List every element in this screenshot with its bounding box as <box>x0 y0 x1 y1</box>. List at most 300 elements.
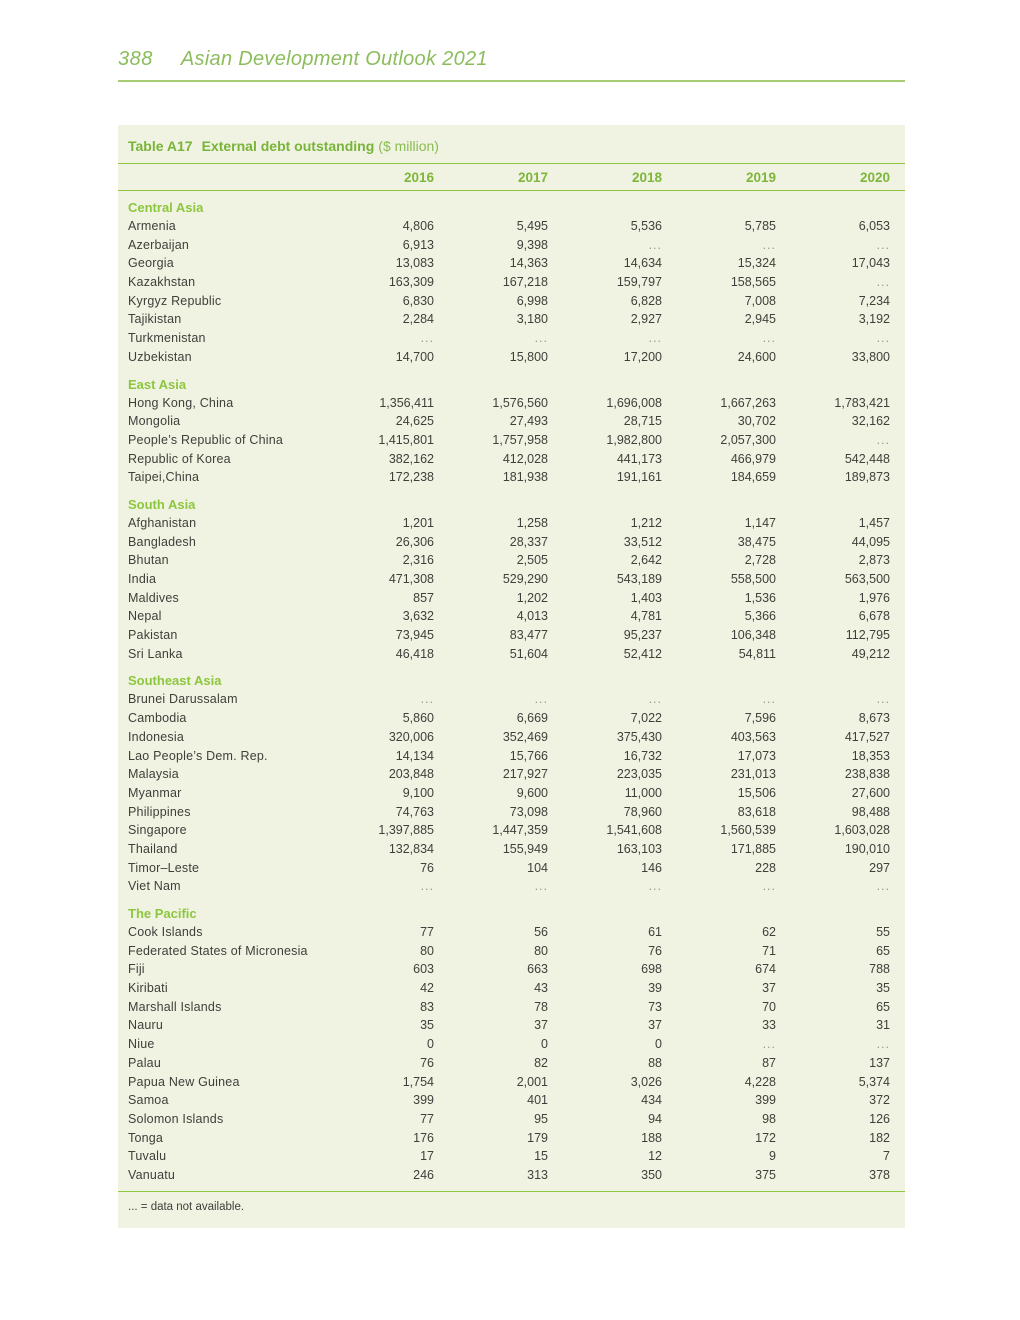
value-cell: 0 <box>427 1037 434 1052</box>
value-cell: 83 <box>420 999 434 1014</box>
country-name: Niue <box>128 1037 155 1052</box>
country-name: Taipei,China <box>128 470 200 485</box>
value-cell: 1,560,539 <box>720 823 776 838</box>
value-cell: 9,600 <box>516 785 548 800</box>
value-cell: 563,500 <box>844 572 890 586</box>
value-cell: 172 <box>755 1130 776 1145</box>
value-cell: 42 <box>420 981 434 996</box>
value-cell: 466,979 <box>730 451 776 466</box>
value-cell: 37 <box>762 981 776 996</box>
value-cell: 352,469 <box>502 729 548 744</box>
value-cell: 167,218 <box>502 275 548 290</box>
value-cell: 80 <box>420 943 434 958</box>
country-name: Indonesia <box>128 729 185 744</box>
value-cell: 6,828 <box>630 293 662 308</box>
value-cell: 1,403 <box>630 590 662 605</box>
value-cell: 788 <box>869 962 890 977</box>
value-cell: 1,536 <box>744 590 776 605</box>
section-header: East Asia <box>128 376 187 392</box>
value-cell: 39 <box>648 981 662 996</box>
value-cell: ... <box>762 1037 776 1052</box>
value-cell: 35 <box>876 981 890 996</box>
value-cell: 35 <box>420 1018 434 1033</box>
value-cell: 1,576,560 <box>492 395 548 410</box>
value-cell: ... <box>762 692 776 707</box>
value-cell: 313 <box>527 1167 548 1182</box>
value-cell: 529,290 <box>502 572 548 586</box>
country-name: Singapore <box>128 823 187 838</box>
value-cell: 663 <box>527 962 548 977</box>
table-row <box>118 1147 905 1166</box>
value-cell: 190,010 <box>844 841 890 856</box>
value-cell: 189,873 <box>844 470 890 485</box>
value-cell: 3,192 <box>858 312 890 327</box>
value-cell: ... <box>534 331 548 346</box>
value-cell: 403,563 <box>730 729 776 744</box>
table-row <box>118 877 905 896</box>
value-cell: 17,073 <box>737 748 776 763</box>
country-name: Bhutan <box>128 553 169 568</box>
value-cell: 2,728 <box>744 553 776 568</box>
table-row <box>118 979 905 998</box>
value-cell: 6,053 <box>858 219 890 233</box>
value-cell: 4,013 <box>516 609 548 624</box>
value-cell: 1,696,008 <box>606 395 662 410</box>
value-cell: 5,860 <box>402 711 434 726</box>
table-row <box>118 570 905 589</box>
table-card <box>118 125 905 1228</box>
table-row <box>118 1129 905 1148</box>
value-cell: 73,098 <box>509 804 548 819</box>
value-cell: 231,013 <box>730 767 776 782</box>
value-cell: 73,945 <box>395 628 434 643</box>
country-name: Tajikistan <box>128 312 182 327</box>
value-cell: 33,512 <box>623 534 662 549</box>
value-cell: 7,022 <box>630 711 662 726</box>
value-cell: 17,043 <box>851 256 890 271</box>
value-cell: 146 <box>641 860 662 875</box>
value-cell: 1,541,608 <box>606 823 662 838</box>
value-cell: 95 <box>534 1111 548 1126</box>
value-cell: ... <box>876 331 890 346</box>
value-cell: 1,415,801 <box>378 432 434 447</box>
value-cell: 26,306 <box>395 534 434 549</box>
publication-title: Asian Development Outlook 2021 <box>180 48 488 70</box>
table-row <box>118 468 905 487</box>
value-cell: 2,642 <box>630 553 662 568</box>
table-row <box>118 236 905 255</box>
year-column-header: 2016 <box>403 169 434 185</box>
table-row <box>118 840 905 859</box>
table-row <box>118 709 905 728</box>
value-cell: 1,356,411 <box>379 395 434 410</box>
value-cell: 77 <box>420 1111 434 1126</box>
value-cell: ... <box>648 879 662 894</box>
table-row <box>118 942 905 961</box>
value-cell: 77 <box>420 925 434 939</box>
value-cell: 434 <box>641 1093 662 1108</box>
value-cell: 603 <box>413 962 434 977</box>
value-cell: 372 <box>869 1093 890 1108</box>
table-row <box>118 217 905 236</box>
table-row <box>118 690 905 709</box>
value-cell: 382,162 <box>388 451 434 466</box>
country-name: Turkmenistan <box>128 331 206 346</box>
table-title-text: External debt outstanding <box>201 138 375 154</box>
table-label: Table A17 <box>128 138 193 154</box>
table-row <box>118 859 905 878</box>
value-cell: 181,938 <box>502 470 548 485</box>
value-cell: 8,673 <box>858 711 890 726</box>
value-cell: 9 <box>769 1149 776 1164</box>
country-name: Lao People’s Dem. Rep. <box>128 748 268 763</box>
value-cell: 15,324 <box>737 256 776 271</box>
year-column-header: 2018 <box>631 169 662 185</box>
country-name: Afghanistan <box>128 515 197 530</box>
value-cell: 27,493 <box>509 414 548 429</box>
value-cell: 104 <box>527 860 548 875</box>
country-name: Tonga <box>128 1130 164 1145</box>
value-cell: ... <box>534 879 548 894</box>
value-cell: ... <box>648 331 662 346</box>
value-cell: 182 <box>869 1130 890 1145</box>
value-cell: 1,202 <box>516 590 548 605</box>
value-cell: 375,430 <box>616 729 662 744</box>
value-cell: 1,982,800 <box>606 432 662 447</box>
value-cell: 82 <box>534 1055 548 1070</box>
value-cell: 9,398 <box>516 237 548 252</box>
value-cell: 13,083 <box>395 256 434 271</box>
value-cell: 171,885 <box>730 841 776 856</box>
value-cell: ... <box>876 237 890 252</box>
country-name: Mongolia <box>128 414 181 429</box>
table-row <box>118 607 905 626</box>
value-cell: 76 <box>648 943 662 958</box>
value-cell: 14,700 <box>395 349 434 364</box>
value-cell: 37 <box>534 1018 548 1033</box>
table-row <box>118 292 905 311</box>
page-number: 388 <box>118 48 153 70</box>
country-name: Thailand <box>128 841 178 856</box>
value-cell: 112,795 <box>845 628 890 643</box>
value-cell: 2,057,300 <box>720 432 776 447</box>
country-name: Pakistan <box>128 628 178 643</box>
country-name: Tuvalu <box>128 1149 167 1164</box>
country-name: Bangladesh <box>128 534 197 549</box>
country-name: Philippines <box>128 804 191 819</box>
country-name: Solomon Islands <box>128 1111 224 1126</box>
value-cell: 37 <box>648 1018 662 1033</box>
value-cell: 412,028 <box>502 451 548 466</box>
value-cell: 52,412 <box>623 646 662 661</box>
country-name: Marshall Islands <box>128 999 222 1014</box>
table-row <box>118 450 905 469</box>
table-row <box>118 1035 905 1054</box>
value-cell: 399 <box>413 1093 434 1108</box>
country-name: Republic of Korea <box>128 451 231 466</box>
value-cell: 24,600 <box>737 349 776 364</box>
country-name: Samoa <box>128 1093 169 1108</box>
table-row <box>118 551 905 570</box>
value-cell: 1,754 <box>402 1074 434 1089</box>
section-header: The Pacific <box>128 906 197 921</box>
table-row <box>118 310 905 329</box>
value-cell: 246 <box>413 1167 434 1182</box>
value-cell: 78,960 <box>623 804 662 819</box>
country-name: Cambodia <box>128 711 187 726</box>
value-cell: 0 <box>541 1037 548 1052</box>
value-cell: 674 <box>755 962 776 977</box>
value-cell: ... <box>762 879 776 894</box>
value-cell: 320,006 <box>388 729 434 744</box>
value-cell: 159,797 <box>616 275 662 290</box>
value-cell: 297 <box>869 860 890 875</box>
value-cell: 184,659 <box>730 470 776 485</box>
value-cell: 12 <box>648 1149 662 1164</box>
value-cell: 158,565 <box>730 275 776 290</box>
value-cell: 11,000 <box>624 785 662 800</box>
value-cell: 0 <box>655 1037 662 1052</box>
table-row <box>118 747 905 766</box>
value-cell: 163,103 <box>616 841 662 856</box>
year-column-header: 2020 <box>859 169 890 185</box>
table-row <box>118 273 905 292</box>
value-cell: 15,506 <box>737 785 776 800</box>
value-cell: 18,353 <box>851 748 890 763</box>
value-cell: 14,634 <box>623 256 662 271</box>
value-cell: 55 <box>876 925 890 939</box>
table-row <box>118 728 905 747</box>
value-cell: 3,026 <box>630 1074 662 1089</box>
value-cell: 65 <box>876 999 890 1014</box>
value-cell: 2,284 <box>402 312 434 327</box>
value-cell: 6,678 <box>858 609 890 624</box>
section-header: Central Asia <box>128 200 204 215</box>
country-name: Cook Islands <box>128 925 203 939</box>
table-row <box>118 1166 905 1185</box>
value-cell: 1,976 <box>858 590 890 605</box>
value-cell: 14,134 <box>395 748 434 763</box>
value-cell: 80 <box>534 943 548 958</box>
value-cell: 78 <box>534 999 548 1014</box>
table-body <box>118 191 905 1191</box>
value-cell: 106,348 <box>730 628 776 643</box>
value-cell: 228 <box>755 860 776 875</box>
table-row <box>118 803 905 822</box>
country-name: Fiji <box>128 962 145 977</box>
value-cell: 4,228 <box>744 1074 776 1089</box>
value-cell: 4,781 <box>630 609 662 624</box>
value-cell: 54,811 <box>738 646 776 661</box>
value-cell: 33 <box>762 1018 776 1033</box>
value-cell: 698 <box>641 962 662 977</box>
country-name: Papua New Guinea <box>128 1074 240 1089</box>
value-cell: 7,596 <box>744 711 776 726</box>
value-cell: 83,477 <box>509 628 548 643</box>
table-row <box>118 923 905 942</box>
value-cell: 375 <box>755 1167 776 1182</box>
value-cell: 76 <box>420 1055 434 1070</box>
value-cell: 76 <box>420 860 434 875</box>
country-name: Kazakhstan <box>128 275 196 290</box>
table-header-row <box>118 164 905 190</box>
value-cell: ... <box>876 692 890 707</box>
value-cell: 71 <box>762 943 776 958</box>
value-cell: ... <box>762 237 776 252</box>
value-cell: 73 <box>648 999 662 1014</box>
value-cell: 1,457 <box>858 515 890 530</box>
table-row <box>118 431 905 450</box>
value-cell: 543,189 <box>616 572 662 586</box>
value-cell: 98,488 <box>851 804 890 819</box>
table-row <box>118 765 905 784</box>
value-cell: 44,095 <box>851 534 890 549</box>
value-cell: 172,238 <box>388 470 434 485</box>
value-cell: 4,806 <box>402 219 434 233</box>
value-cell: 5,495 <box>516 219 548 233</box>
value-cell: 15 <box>534 1149 548 1164</box>
value-cell: 32,162 <box>851 414 890 429</box>
table-row <box>118 1073 905 1092</box>
value-cell: 94 <box>648 1111 662 1126</box>
country-name: Nepal <box>128 609 162 624</box>
value-cell: 16,732 <box>623 748 662 763</box>
value-cell: 1,603,028 <box>834 823 890 838</box>
value-cell: 137 <box>869 1055 890 1070</box>
country-name: Georgia <box>128 256 174 271</box>
value-cell: 17,200 <box>623 349 662 364</box>
value-cell: 6,830 <box>402 293 434 308</box>
table-row <box>118 626 905 645</box>
value-cell: ... <box>534 692 548 707</box>
country-name: Federated States of Micronesia <box>128 943 308 958</box>
table-row <box>118 1110 905 1129</box>
value-cell: 1,397,885 <box>378 823 434 838</box>
table-row <box>118 329 905 348</box>
value-cell: 24,625 <box>395 414 434 429</box>
country-name: Timor–Leste <box>128 860 200 875</box>
table-row <box>118 589 905 608</box>
value-cell: 14,363 <box>509 256 548 271</box>
value-cell: 441,173 <box>616 451 662 466</box>
table-row <box>118 533 905 552</box>
value-cell: 1,757,958 <box>492 432 548 447</box>
country-name: Sri Lanka <box>128 646 183 661</box>
value-cell: 191,161 <box>616 470 662 485</box>
value-cell: 38,475 <box>737 534 776 549</box>
value-cell: ... <box>648 692 662 707</box>
value-cell: 203,848 <box>388 767 434 782</box>
value-cell: 83,618 <box>737 804 776 819</box>
value-cell: 1,147 <box>744 515 776 530</box>
value-cell: 7 <box>883 1149 890 1164</box>
table-row <box>118 784 905 803</box>
value-cell: 65 <box>876 943 890 958</box>
value-cell: 5,785 <box>744 219 776 233</box>
value-cell: 1,258 <box>516 515 548 530</box>
table-row <box>118 254 905 273</box>
value-cell: 2,927 <box>630 312 662 327</box>
section-header: Southeast Asia <box>128 673 222 689</box>
value-cell: 1,212 <box>630 515 662 530</box>
value-cell: 2,505 <box>516 553 548 568</box>
country-name: India <box>128 572 157 586</box>
value-cell: 70 <box>762 999 776 1014</box>
value-cell: 5,366 <box>744 609 776 624</box>
value-cell: 179 <box>527 1130 548 1145</box>
country-name: Kyrgyz Republic <box>128 293 222 308</box>
value-cell: 223,035 <box>616 767 662 782</box>
country-name: Myanmar <box>128 785 182 800</box>
value-cell: 31 <box>876 1018 890 1033</box>
value-cell: 7,008 <box>744 293 776 308</box>
value-cell: 98 <box>762 1111 776 1126</box>
value-cell: 28,715 <box>623 414 662 429</box>
value-cell: 558,500 <box>730 572 776 586</box>
country-name: People’s Republic of China <box>128 432 284 447</box>
value-cell: 126 <box>869 1111 890 1126</box>
value-cell: 1,201 <box>402 515 434 530</box>
value-cell: 857 <box>413 590 434 605</box>
value-cell: 27,600 <box>851 785 890 800</box>
value-cell: 401 <box>527 1093 548 1108</box>
country-name: Azerbaijan <box>128 237 190 252</box>
value-cell: 163,309 <box>388 275 434 290</box>
value-cell: 471,308 <box>388 572 434 586</box>
value-cell: ... <box>762 331 776 346</box>
table-row <box>118 514 905 533</box>
table-row <box>118 960 905 979</box>
table-row <box>118 348 905 367</box>
value-cell: 132,834 <box>388 841 434 856</box>
value-cell: 17 <box>420 1149 434 1164</box>
table-row <box>118 998 905 1017</box>
value-cell: 3,632 <box>402 609 434 624</box>
value-cell: ... <box>420 331 434 346</box>
value-cell: 95,237 <box>623 628 662 643</box>
value-cell: 43 <box>534 981 548 996</box>
value-cell: 51,604 <box>509 646 548 661</box>
value-cell: 5,374 <box>858 1074 890 1089</box>
country-name: Hong Kong, China <box>128 395 234 410</box>
country-name: Vanuatu <box>128 1167 176 1182</box>
value-cell: 2,873 <box>858 553 890 568</box>
value-cell: 15,766 <box>509 748 548 763</box>
value-cell: 350 <box>641 1167 662 1182</box>
value-cell: 33,800 <box>851 349 890 364</box>
table-footnote: ... = data not available. <box>128 1200 245 1213</box>
country-name: Kiribati <box>128 981 168 996</box>
page-header <box>118 48 905 82</box>
year-column-header: 2019 <box>745 169 776 185</box>
value-cell: 176 <box>413 1130 434 1145</box>
value-cell: 2,945 <box>744 312 776 327</box>
value-cell: 88 <box>648 1055 662 1070</box>
value-cell: 46,418 <box>395 646 434 661</box>
value-cell: 6,998 <box>516 293 548 308</box>
value-cell: 28,337 <box>509 534 548 549</box>
value-cell: 1,783,421 <box>834 395 890 410</box>
section-header: South Asia <box>128 496 196 512</box>
value-cell: 155,949 <box>502 841 548 856</box>
table-unit: ($ million) <box>378 138 439 154</box>
value-cell: 15,800 <box>509 349 548 364</box>
value-cell: 62 <box>762 925 776 939</box>
table-row <box>118 412 905 431</box>
value-cell: ... <box>876 879 890 894</box>
country-name: Armenia <box>128 219 176 233</box>
country-name: Malaysia <box>128 767 179 782</box>
